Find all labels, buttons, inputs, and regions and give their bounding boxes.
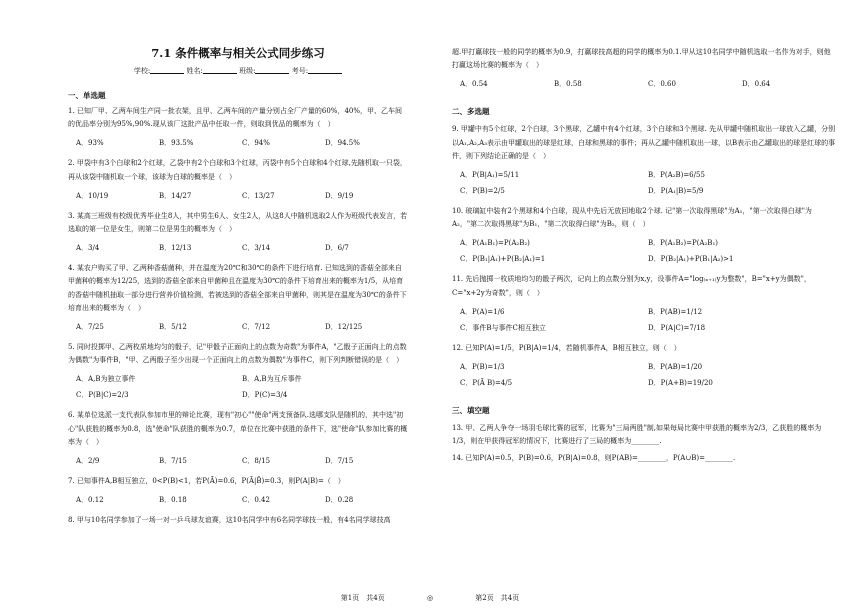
page-footer (0, 593, 860, 603)
question-text: 7. 已知事件A,B相互独立，0<P(B)<1，若P(Ā)=0.6，P(Ā|B̄)=0.3，则P(A|B)=（ ） (68, 477, 345, 486)
page-right (430, 0, 860, 608)
answer-option[interactable]: B．0.18 (159, 496, 187, 505)
question-text: 12. 已知P(A)=1/5，P(B|A)=1/4，若随机事件A，B相互独立，则（ ） (452, 343, 681, 352)
section-heading-fill: 三、填空题 (452, 406, 490, 416)
answer-option[interactable]: A．93% (76, 139, 104, 148)
question-text: 2. 甲袋中有3个白球和2个红球，乙袋中有2个白球和3个红球，丙袋中有5个白球和4个红球,先随机取一只袋，再从该袋中随机取一个球，该球为白球的概率是（ ） (68, 159, 407, 181)
answer-option[interactable]: B．5/12 (159, 323, 187, 332)
answer-option[interactable]: D．12/125 (325, 323, 363, 332)
question-text: 4. 某农户购买了甲、乙两种香菇菌种，并在温度为20℃和30℃的条件下进行培育. 已知选到的香菇全部来自甲菌种的概率为12/25，选到的香菇全部来自甲菌种且在温度为30℃的条件下培育出来的概率为1/5，从培育的香菇中随机抽取一部分进行营养价值检测，若被选到的香菇全部来自甲菌种，则其是在温度为30℃的条件下培育出来的概率为（ ） (68, 264, 407, 312)
answer-option[interactable]: D．6/7 (325, 244, 349, 253)
answer-option[interactable]: C．7/12 (242, 323, 271, 332)
question-text: 6. 某单位选派一支代表队参加市里的辩论比赛，现有"初心""使命"两支预备队.选哪支队是随机的，其中选"初心"队获胜的概率为0.8，选"使命"队获胜的概率为0.7，单位在比赛中获胜的条件下，选"使命"队参加比赛的概率为（ ） (68, 411, 408, 446)
answer-option[interactable]: B．A,B为互斥事件 (242, 375, 302, 384)
answer-option[interactable]: C．0.42 (242, 496, 270, 505)
answer-option[interactable]: A．0.12 (76, 496, 104, 505)
answer-option[interactable]: C．94% (242, 139, 270, 148)
answer-option[interactable]: D．0.28 (325, 496, 354, 505)
answer-option[interactable]: C．0.60 (648, 80, 676, 89)
answer-option[interactable]: D．P(A₁|B)=5/9 (648, 187, 704, 196)
answer-option[interactable]: A．0.54 (460, 80, 488, 89)
answer-options (460, 76, 836, 92)
answer-option[interactable]: D．P(A+B)=19/20 (648, 379, 713, 388)
question-text: 3. 某高三班级有校级优秀毕业生8人，其中男生6人、女生2人，从这8人中随机选取2人作为班级代表发言，若选取的第一位是女生，则第二位是男生的概率为（ ） (68, 211, 408, 234)
answer-option[interactable]: D．0.64 (742, 80, 771, 89)
answer-options (460, 359, 836, 391)
right-questions (452, 46, 836, 466)
answer-option[interactable]: C．P(Ā B)=4/5 (460, 379, 513, 388)
info-id-label: 考号: (291, 67, 309, 75)
answer-option[interactable]: B．14/27 (159, 191, 192, 200)
answer-options (460, 167, 836, 199)
answer-option[interactable]: C．8/15 (242, 457, 271, 466)
question-text: 8. 甲与10名同学参加了一场一对一乒乓球友谊赛，这10名同学中有6名同学球技一般，有4名同学球技高 (68, 516, 391, 525)
answer-option[interactable]: A．7/25 (76, 323, 104, 332)
answer-option[interactable]: A．P(B|A₁)=5/11 (460, 171, 520, 180)
answer-option[interactable]: D．94.5% (325, 139, 360, 148)
question-text: 1. 已知厂甲、乙两车间生产同一批衣架，且甲、乙两车间的产量分别占全厂产量的60%，40%，甲、乙车间的优品率分别为95%,90%.现从该厂这批产品中任取一件，则取到优品的概率为（ ） (68, 107, 403, 129)
answer-option[interactable]: C．13/27 (242, 191, 275, 200)
answer-option[interactable]: A．P(A)=1/6 (460, 307, 505, 316)
answer-option[interactable]: B．P(A₂B)=6/55 (648, 171, 705, 180)
answer-options (76, 135, 408, 151)
answer-options (76, 371, 408, 403)
info-school-blank[interactable] (150, 66, 184, 74)
student-info-line (68, 66, 408, 76)
answer-options (76, 492, 408, 508)
info-school-label: 学校: (133, 67, 151, 75)
answer-option[interactable]: B．0.58 (554, 80, 582, 89)
answer-option[interactable]: D．P(A|C)=7/18 (648, 323, 706, 332)
info-name-blank[interactable] (203, 66, 237, 74)
answer-option[interactable]: C．事件B与事件C相互独立 (460, 323, 546, 332)
info-name-label: 姓名: (186, 67, 203, 75)
answer-option[interactable]: D．P(B₂|A₁)+P(B₁|A₂)>1 (648, 255, 734, 264)
answer-option[interactable]: B．P(A₁B₂)=P(A₂B₁) (648, 239, 718, 248)
answer-option[interactable]: B．P(AB)=1/12 (648, 307, 703, 316)
answer-options (460, 304, 836, 336)
answer-option[interactable]: A．A,B为独立事件 (76, 375, 136, 384)
info-id-blank[interactable] (308, 66, 342, 74)
answer-options (76, 453, 408, 469)
info-class-blank[interactable] (255, 66, 289, 74)
answer-option[interactable]: C．3/14 (242, 244, 271, 253)
question-text: 9. 甲罐中有5个红球，2个白球，3个黑球，乙罐中有4个红球，3个白球和3个黑球. 先从甲罐中随机取出一球放入乙罐，分别以A₁,A₂,A₃表示由甲罐取出的球是红球，白球和黑球的事件；再从乙罐中随机取出一球，以B表示由乙罐取出的球是红球的事件，则下列结论正确的是（ ） (452, 125, 836, 160)
answer-option[interactable]: B．7/15 (159, 457, 187, 466)
answer-option[interactable]: C．P(B)=2/5 (460, 187, 505, 196)
answer-option[interactable]: D．7/15 (325, 457, 354, 466)
left-questions (68, 105, 408, 527)
answer-option[interactable]: C．P(B|C)=2/3 (76, 391, 129, 400)
answer-option[interactable]: D．9/19 (325, 191, 354, 200)
answer-option[interactable]: A．P(A₁B₁)=P(A₂B₂) (460, 239, 530, 248)
section-heading-single: 一、单选题 (68, 91, 106, 100)
answer-options (76, 240, 408, 256)
answer-option[interactable]: B．93.5% (159, 139, 194, 148)
answer-option[interactable]: D．P(C)=3/4 (242, 391, 288, 400)
question-text: 13. 甲、乙两人争夺一场羽毛球比赛的冠军，比赛为"三局两胜"制,如果每局比赛中甲获胜的概率为2/3，乙获胜的概率为1/3，则在甲获得冠军的情况下，比赛进行了三局的概率为________. (452, 424, 822, 446)
answer-option[interactable]: A．P(B)=1/3 (460, 363, 505, 372)
answer-option[interactable]: A．3/4 (76, 244, 100, 253)
section-heading-multi: 二、多选题 (452, 107, 490, 117)
answer-option[interactable]: B．12/13 (159, 244, 192, 253)
answer-option[interactable]: A．2/9 (76, 457, 100, 466)
answer-option[interactable]: C．P(B₁|A₁)+P(B₂|A₁)=1 (460, 255, 546, 264)
question-text: 超.甲打赢球技一般的同学的概率为0.9，打赢球技高超的同学的概率为0.1.甲从这10名同学中随机选取一名作为对手，则他打赢这场比赛的概率为（ ） (452, 48, 831, 70)
question-text: 11. 先后抛掷一枚质地均匀的骰子两次，记向上的点数分别为x,y，设事件A="log₍ₓ₊₁₎y为整数"，B="x+y为偶数"，C="x+2y为奇数"，则（ ） (452, 275, 811, 297)
answer-options (460, 235, 836, 267)
question-text: 14. 已知P(A)=0.5，P(B)=0.6，P(B|A)=0.8，则P(AB)=________，P(A∪B)=________. (452, 454, 736, 463)
answer-options (76, 188, 408, 204)
answer-option[interactable]: B．P(AB)=1/20 (648, 363, 703, 372)
answer-options (76, 319, 408, 335)
info-class-label: 班级: (239, 67, 256, 75)
question-text: 10. 玻璃缸中装有2个黑球和4个白球，现从中先后无放回地取2个球. 记"第一次取得黑球"为A₁，"第一次取得白球"为A₂，"第二次取得黑球"为B₁，"第二次取得白球"为B₂，则（ ） (452, 207, 812, 229)
footer-right-page: 第2页 共4页 (475, 594, 520, 602)
footer-mark: ◎ (426, 594, 434, 602)
footer-left-page: 第1页 共4页 (340, 594, 385, 602)
answer-option[interactable]: A．10/19 (76, 191, 109, 200)
document-title: 7.1 条件概率与相关公式同步练习 (151, 46, 325, 60)
question-text: 5. 同时投掷甲、乙两枚质地均匀的骰子，记"甲骰子正面向上的点数为奇数"为事件A，"乙骰子正面向上的点数为偶数"为事件B，"甲、乙两骰子至少出现一个正面向上的点数为偶数"为事件C，则下列判断错误的是（ ） (68, 343, 407, 365)
